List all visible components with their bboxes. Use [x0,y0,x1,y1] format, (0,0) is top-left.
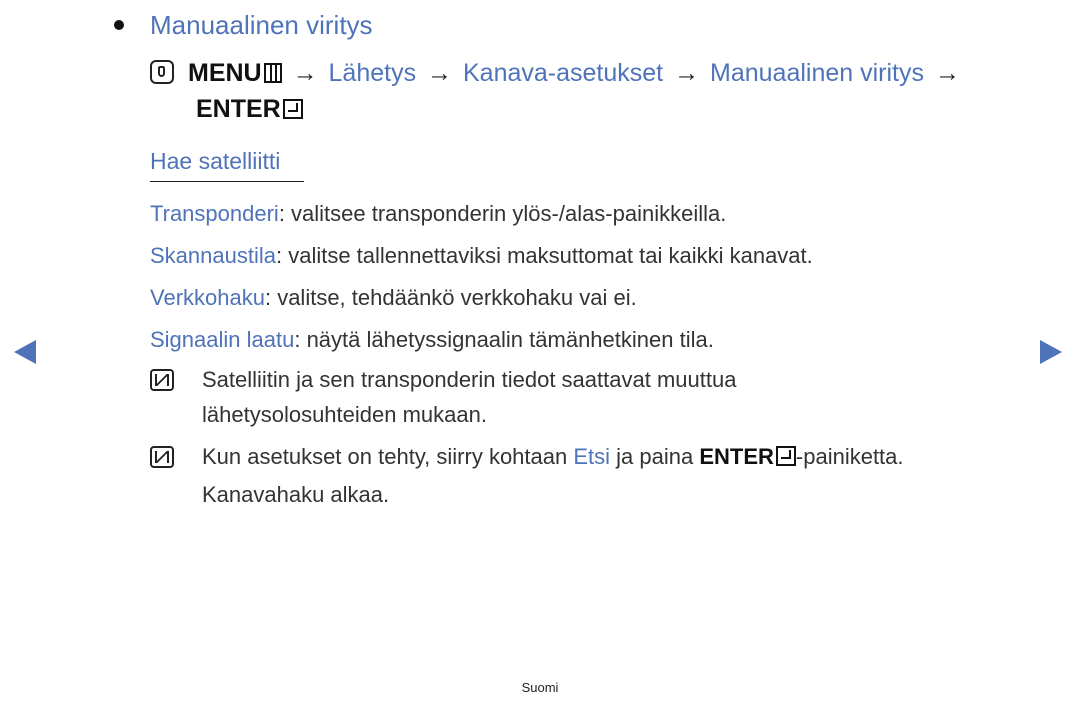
path-step-lahetys: Lähetys [328,59,417,87]
page-title: Manuaalinen viritys [150,10,373,40]
path-arrow: → [674,59,700,87]
note-text-line2: Kanavahaku alkaa. [202,482,390,507]
option-item-skannaustila [150,241,813,271]
option-item-verkkohaku [150,283,637,313]
subsection-underline [150,181,304,182]
option-description: : valitse tallennettaviksi maksuttomat tai kaikki kanavat. [275,243,813,268]
path-arrow: → [292,59,318,87]
bullet-icon [114,20,124,30]
note-text-line2: lähetysolosuhteiden mukaan. [202,402,487,427]
menu-key-icon [150,60,174,84]
option-term: Signaalin laatu [150,327,295,352]
path-step-kanava-asetukset: Kanava-asetukset [462,59,664,87]
option-term: Verkkohaku [150,285,265,310]
option-term: Transponderi [150,201,279,226]
note-text-line1: Satelliitin ja sen transponderin tiedot saattavat muuttua [202,367,737,392]
note-link-etsi: Etsi [573,444,611,469]
menu-grid-icon [264,63,282,83]
subsection-title: Hae satelliitti [150,148,281,174]
option-description: : valitse, tehdäänkö verkkohaku vai ei. [264,285,637,310]
option-description: : valitsee transponderin ylös-/alas-painikkeilla. [278,201,727,226]
note-icon [150,446,174,468]
option-item-transponderi [150,199,726,229]
option-item-signaalin-laatu [150,325,714,355]
menu-path-enter [196,92,303,126]
enter-label: ENTER [196,95,281,123]
note-suffix: -painiketta. [795,444,904,469]
footer-language: Suomi [521,680,559,695]
note-icon [150,369,174,391]
path-arrow: → [427,59,453,87]
next-page-icon[interactable] [1040,340,1062,364]
note-text-line1 [202,440,904,474]
enter-label: ENTER [699,444,774,469]
section-heading [118,8,373,42]
menu-path [150,56,964,90]
option-description: : näytä lähetyssignaalin tämänhetkinen tila. [294,327,714,352]
option-term: Skannaustila [150,243,276,268]
path-step-manuaalinen-viritys: Manuaalinen viritys [710,59,925,87]
menu-label: MENU [188,59,262,87]
note-prefix: Kun asetukset on tehty, siirry kohtaan [202,444,574,469]
enter-icon [283,99,303,119]
prev-page-icon[interactable] [14,340,36,364]
enter-icon [776,446,796,466]
note-middle: ja paina [610,444,700,469]
path-arrow: → [934,59,960,87]
